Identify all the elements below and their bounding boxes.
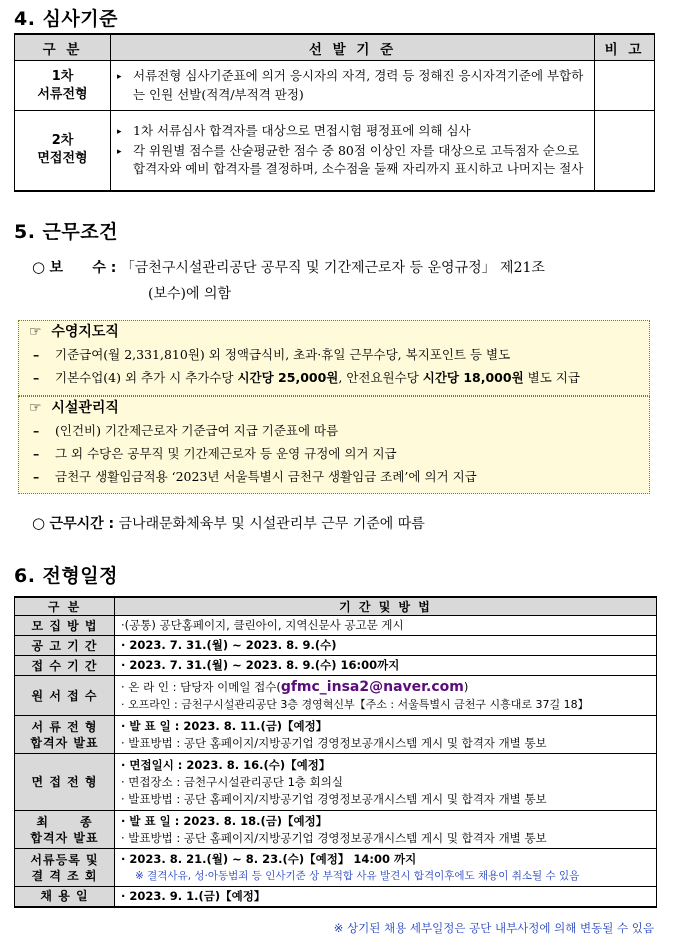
row-content [111,61,595,111]
list-item-text: 기본수업(4) 외 추가 시 추가수당 [55,370,238,385]
table-row [15,849,657,887]
row-content: · 2023. 7. 31.(월) ~ 2023. 8. 9.(수) 16:00까지 [115,656,657,676]
row-label: 원 서 접 수 [15,676,115,716]
row-label: 채 용 일 [15,887,115,907]
list-item: – 금천구 생활임금적용 ‘2023년 서울특별시 금천구 생활임금 조례’에 의거 지급 [33,469,477,484]
row-content [111,111,595,191]
row-label [15,849,115,887]
criteria-item: 서류전형 심사기준표에 의거 응시자의 자격, 경력 등 정해진 응시자격기준에 부합하는 인원 선발(적격/부적격 판정) [133,68,584,102]
row-label-line: 합격자 발표 [30,735,99,750]
remarks-cell [595,61,655,111]
row-line: · 2023. 8. 21.(월) ~ 8. 23.(수)【예정】 14:00 까지 [121,851,417,866]
row-line: · 면접장소 : 금천구시설관리공단 1층 회의실 [121,774,343,789]
bullet-icon: ▸ [117,127,122,137]
row-label-line: 서류전형 [37,86,88,102]
schedule-footnote: ※ 상기된 채용 세부일정은 공단 내부사정에 의해 변동될 수 있음 [333,921,654,935]
row-label: 모 집 방 법 [15,616,115,636]
row-label [15,716,115,754]
table-row [15,754,657,811]
pay-text: 「금천구시설관리공단 공무직 및 기간제근로자 등 운영규정」 제21조 [120,260,545,276]
table-row [15,636,657,656]
circle-icon: ○ [32,258,46,276]
row-label [15,811,115,849]
list-item: – (인건비) 기간제근로자 기준급여 지급 기준표에 따름 [33,423,339,438]
row-line: · 발표방법 : 공단 홈페이지/지방공기업 경영정보공개시스템 게시 및 합격자 개별 통보 [121,735,547,750]
box-heading [19,397,649,419]
section-title-schedule: 6. 전형일정 [14,565,118,587]
list-item: – 그 외 수당은 공무직 및 기간제근로자 등 운영 규정에 의거 지급 [33,446,397,461]
row-label-line: 2차 [51,133,74,149]
row-line: · 발표방법 : 공단 홈페이지/지방공기업 경영정보공개시스템 게시 및 합격자 개별 통보 [121,830,547,845]
online-text: · 온 라 인 : 담당자 이메일 접수( [121,679,281,694]
section-title-conditions: 5. 근무조건 [14,221,118,243]
box-heading [19,321,649,343]
box-heading-text: 시설관리직 [51,400,119,416]
row-label: 면 접 전 형 [15,754,115,811]
row-content: ·(공통) 공단홈페이지, 클린아이, 지역신문사 공고문 게시 [115,616,657,636]
row-line: · 면접일시 : 2023. 8. 16.(수)【예정】 [121,757,331,772]
schedule-table [14,596,657,908]
row-content [115,676,657,716]
list-item-text: 그 외 수당은 공무직 및 기간제근로자 등 운영 규정에 의거 지급 [55,446,397,461]
swim-instructor-box [18,320,650,396]
list-item-text: 기준급여(월 2,331,810원) 외 정액급식비, 초과·휴일 근무수당, 복지포인트 등 별도 [55,347,511,362]
disqualification-note: ※ 결격사유, 성·아동범죄 등 인사기준 상 부적합 사유 발견시 합격이후에도 채용이 취소될 수 있음 [135,869,580,882]
pointing-hand-icon: ☞ [29,400,42,416]
facility-box [18,396,650,494]
row-content: · 2023. 9. 1.(금)【예정】 [115,887,657,907]
row-content [115,716,657,754]
table-row [15,61,655,111]
row-line: · 발 표 일 : 2023. 8. 18.(금)【예정】 [121,813,328,828]
criteria-table [14,33,655,192]
criteria-item: 1차 서류심사 합격자를 대상으로 면접시험 평정표에 의해 심사 [133,123,471,138]
row-label-line: 1차 [51,68,74,84]
pay-text-cont: (보수)에 의함 [148,286,231,302]
row-label-line: 결 격 조 회 [31,868,98,883]
list-item-text: , 안전요원수당 [338,370,423,385]
schedule-header-method: 기 간 및 방 법 [115,597,657,616]
criteria-header-category: 구 분 [15,34,111,61]
work-hours-line [32,513,425,533]
row-line: · 발 표 일 : 2023. 8. 11.(금)【예정】 [121,718,328,733]
criteria-header-remarks: 비 고 [595,34,655,61]
email-link[interactable]: gfmc_insa2@naver.com [280,678,464,695]
table-row [15,111,655,191]
row-label-line: 최 종 [36,814,93,829]
pay-line [32,257,545,277]
table-row [15,676,657,716]
row-label-line: 합격자 발표 [30,830,99,845]
list-item: – 기본수업(4) 외 추가 시 추가수당 시간당 25,000원, 안전요원수당 시간당 18,000원 별도 지급 [33,370,580,385]
pointing-hand-icon: ☞ [29,324,42,340]
bullet-icon: ▸ [117,146,122,157]
row-label: 접 수 기 간 [15,656,115,676]
row-label-line: 면접전형 [37,151,88,167]
row-content [115,811,657,849]
table-row [15,656,657,676]
section-title-criteria: 4. 심사기준 [14,8,118,30]
list-item: – 기준급여(월 2,331,810원) 외 정액급식비, 초과·휴일 근무수당, 복지포인트 등 별도 [33,347,511,362]
row-content [115,754,657,811]
list-item-text: 별도 지급 [523,370,580,385]
box-heading-text: 수영지도직 [51,324,119,340]
row-label-line: 서류등록 및 [30,852,99,867]
list-item-bold: 시간당 18,000원 [422,370,524,385]
list-item-bold: 시간당 25,000원 [237,370,339,385]
table-row [15,716,657,754]
remarks-cell [595,111,655,191]
criteria-header-standard: 선 발 기 준 [111,34,595,61]
online-text-end: ) [463,679,469,694]
row-content: · 2023. 7. 31.(월) ~ 2023. 8. 9.(수) [115,636,657,656]
table-row [15,811,657,849]
table-row [15,887,657,907]
work-hours-label: 근무시간 : [49,516,115,532]
row-label-line: 서 류 전 형 [31,719,98,734]
list-item-text: 금천구 생활임금적용 ‘2023년 서울특별시 금천구 생활임금 조례’에 의거 지급 [55,469,477,484]
row-label [15,111,111,191]
row-label [15,61,111,111]
offline-text: · 오프라인 : 금천구시설관리공단 3층 경영혁신부【주소 : 서울특별시 금천구 시흥대로 37길 18】 [121,697,589,711]
pay-label: 보 수 : [49,260,117,276]
schedule-header-category: 구 분 [15,597,115,616]
criteria-item: 각 위원별 점수를 산술평균한 점수 중 80점 이상인 자를 대상으로 고득점자 순으로 합격자와 예비 합격자를 결정하며, 소수점을 둘째 자리까지 표시하고 나머지는 절사 [133,142,584,176]
row-content [115,849,657,887]
row-label: 공 고 기 간 [15,636,115,656]
row-line: · 발표방법 : 공단 홈페이지/지방공기업 경영정보공개시스템 게시 및 합격자 개별 통보 [121,791,547,806]
list-item-text: (인건비) 기간제근로자 기준급여 지급 기준표에 따름 [55,423,339,438]
bullet-icon: ▸ [117,72,122,82]
circle-icon: ○ [32,514,46,532]
table-row [15,616,657,636]
work-hours-text: 금나래문화체육부 및 시설관리부 근무 기준에 따름 [118,516,425,532]
